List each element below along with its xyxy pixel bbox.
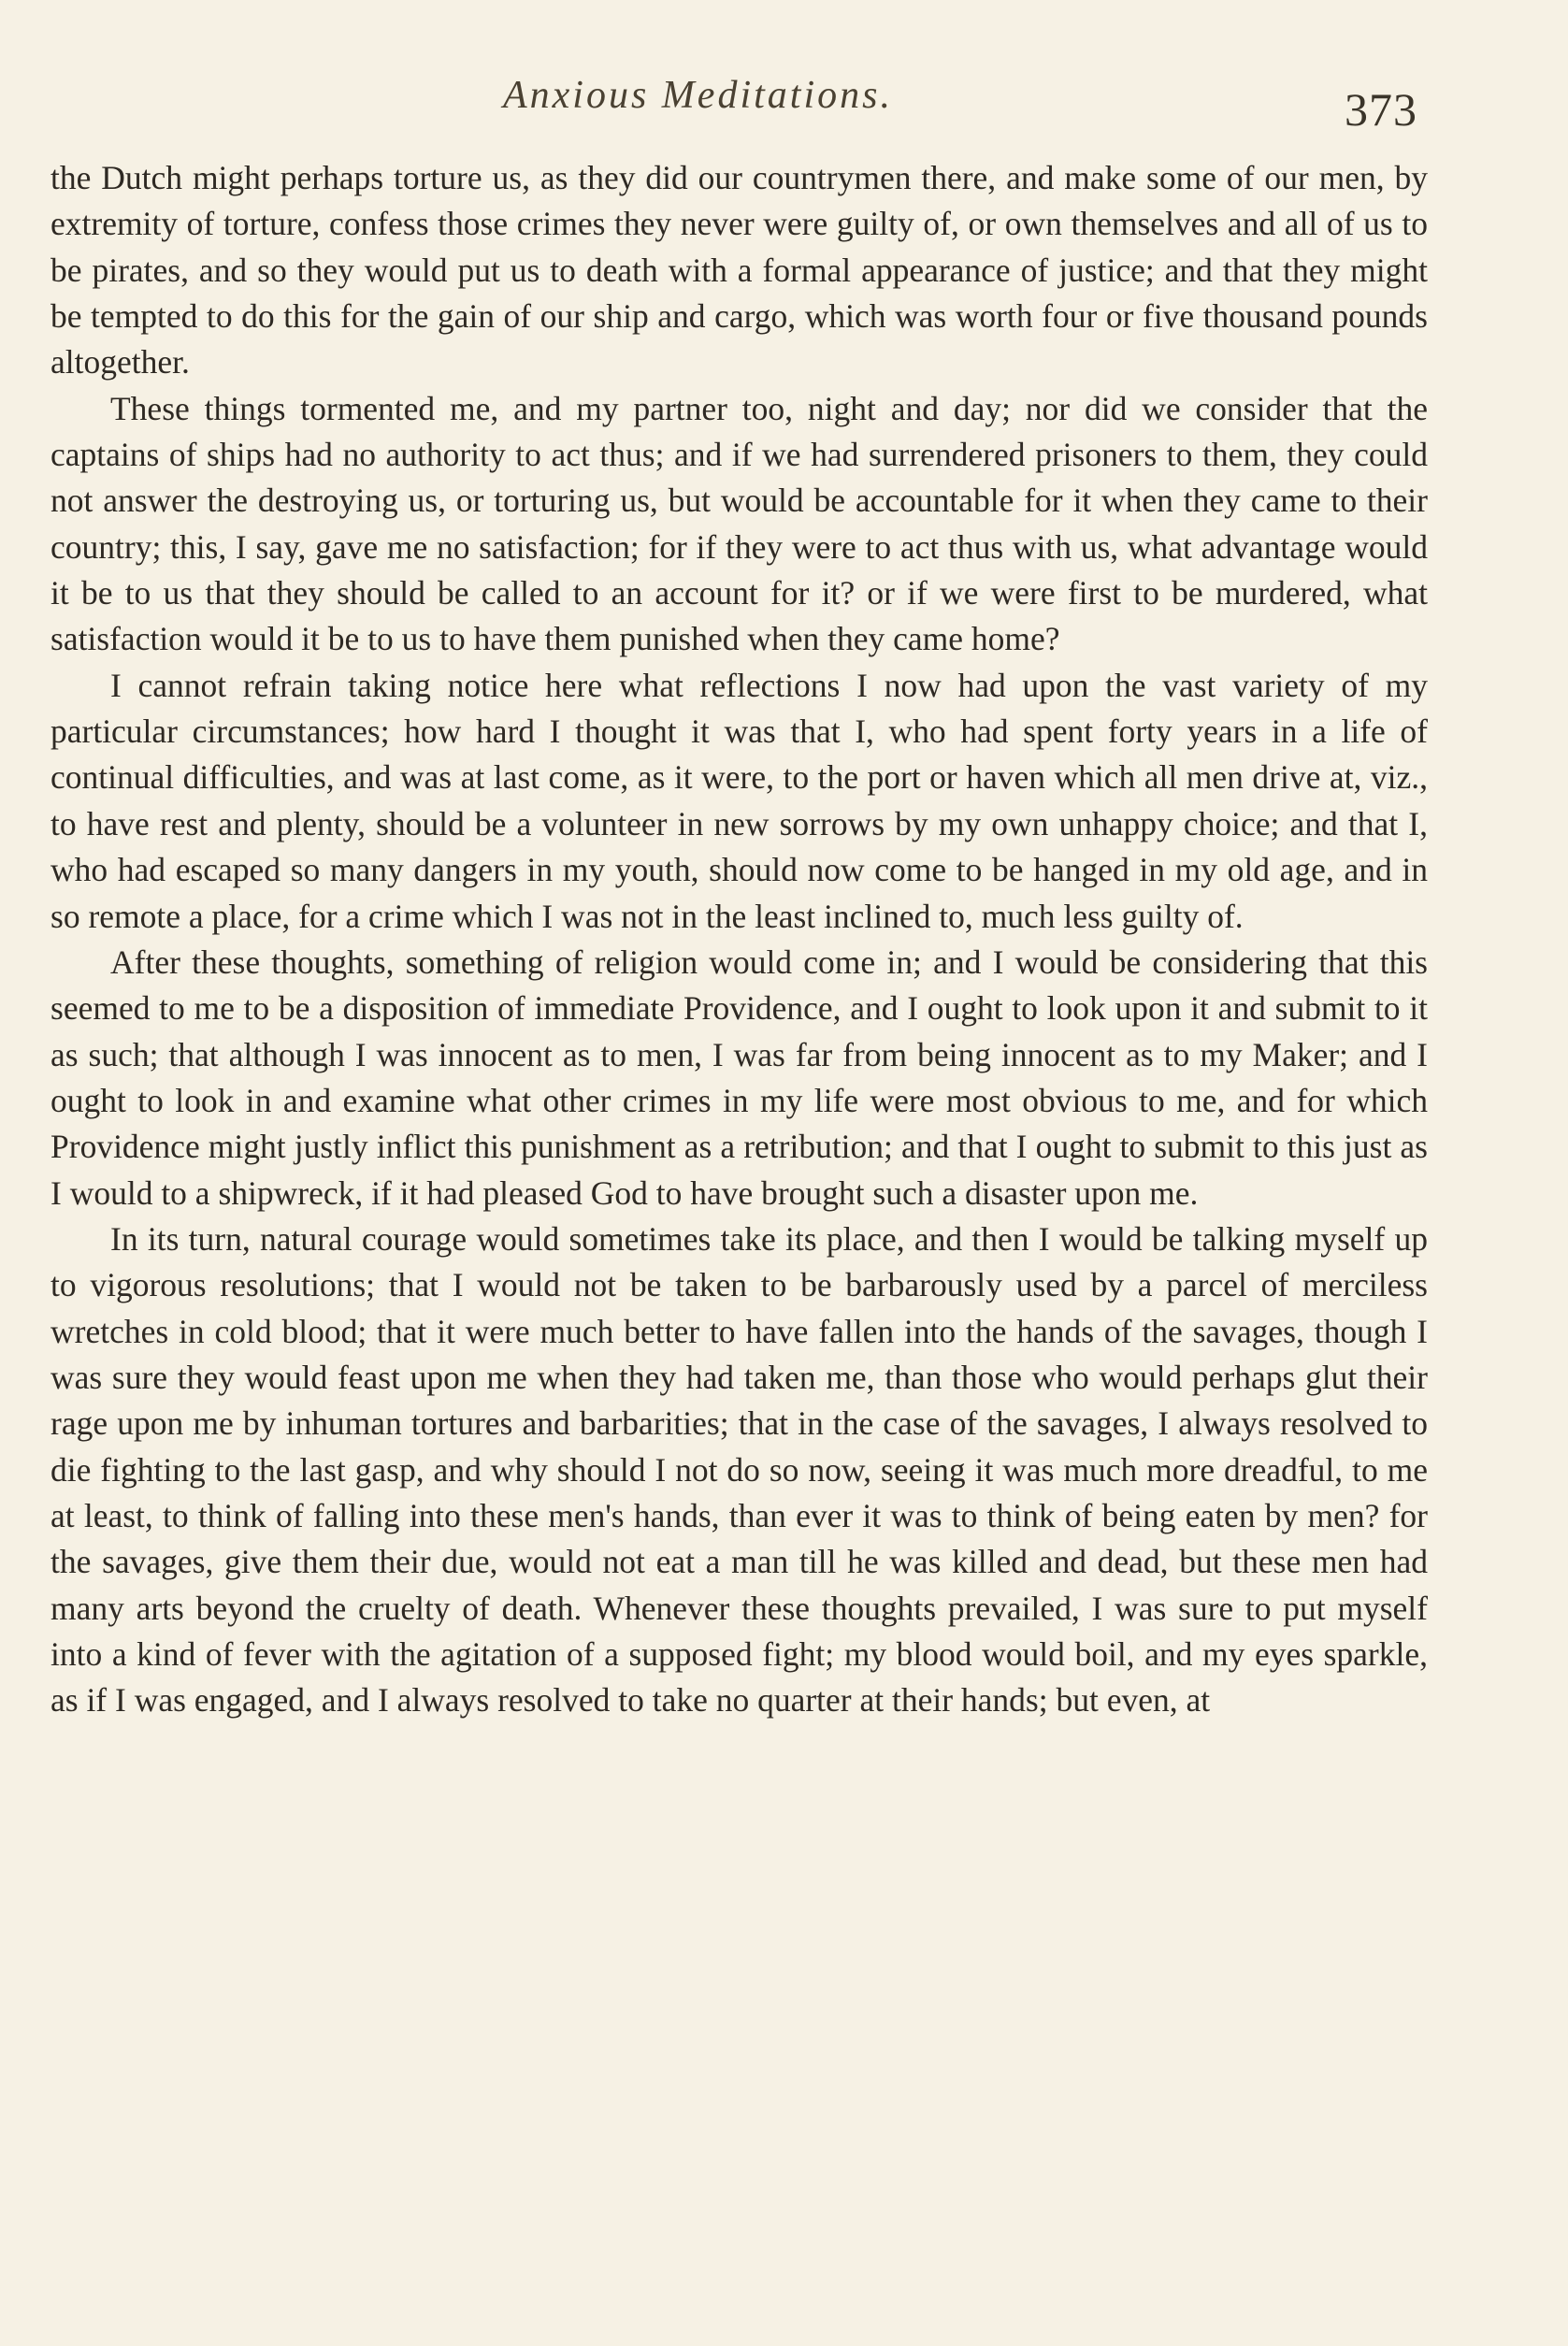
body-text (50, 155, 1428, 1724)
paragraph-1: the Dutch might perhaps torture us, as they did our countrymen there, and make some of our men, by extremity of torture, confess those crimes they never were guilty of, or own themselves and all of us to be pirates, and so they would put us to death with a formal appearance of justice; and that they might be tempted to do this for the gain of our ship and cargo, which was worth four or five thousand pounds altogether. (50, 159, 1428, 381)
paragraph-2: These things tormented me, and my partner too, night and day; nor did we consider that the captains of ships had no authority to act thus; and if we had surrendered prisoners to them, they could not answer the destroying us, or torturing us, but would be accountable for it when they came to their country; this, I say, gave me no satisfaction; for if they were to act thus with us, what advantage would it be to us that they should be called to an account for it? or if we were first to be murdered, what satisfaction would it be to us to have them punished when they came home? (50, 389, 1428, 658)
running-header (0, 73, 1568, 138)
running-title: Anxious Meditations. (503, 74, 893, 117)
page-number: 373 (1345, 83, 1417, 136)
paragraph-4: After these thoughts, something of religion would come in; and I would be considering that this seemed to me to be a disposition of immediate Providence, and I ought to look upon it and submit to it as such; that although I was innocent as to men, I was far from being innocent as to my Maker; and I ought to look in and examine what other crimes in my life were most obvious to me, and for which Providence might justly inflict this punishment as a retribution; and that I ought to submit to this just as I would to a shipwreck, if it had pleased God to have brought such a disaster upon me. (50, 943, 1428, 1212)
paragraph-3: I cannot refrain taking notice here what reflections I now had upon the vast variety of my particular circumstances; how hard I thought it was that I, who had spent forty years in a life of continual difficulties, and was at last come, as it were, to the port or haven which all men drive at, viz., to have rest and plenty, should be a volunteer in new sorrows by my own unhappy choice; and that I, who had escaped so many dangers in my youth, should now come to be hanged in my old age, and in so remote a place, for a crime which I was not in the least inclined to, much less guilty of. (50, 666, 1428, 935)
paragraph-5: In its turn, natural courage would sometimes take its place, and then I would be talking myself up to vigorous resolutions; that I would not be taken to be barbarously used by a parcel of merciless wretches in cold blood; that it were much better to have fallen into the hands of the savages, though I was sure they would feast upon me when they had taken me, than those who would perhaps glut their rage upon me by inhuman tortures and barbarities; that in the case of the savages, I always resolved to die fighting to the last gasp, and why should I not do so now, seeing it was much more dreadful, to me at least, to think of falling into these men's hands, than ever it was to think of being eaten by men? for the savages, give them their due, would not eat a man till he was killed and dead, but these men had many arts beyond the cruelty of death. Whenever these thoughts prevailed, I was sure to put myself into a kind of fever with the agitation of a supposed fight; my blood would boil, and my eyes sparkle, as if I was engaged, and I always resolved to take no quarter at their hands; but even, at (50, 1219, 1428, 1720)
